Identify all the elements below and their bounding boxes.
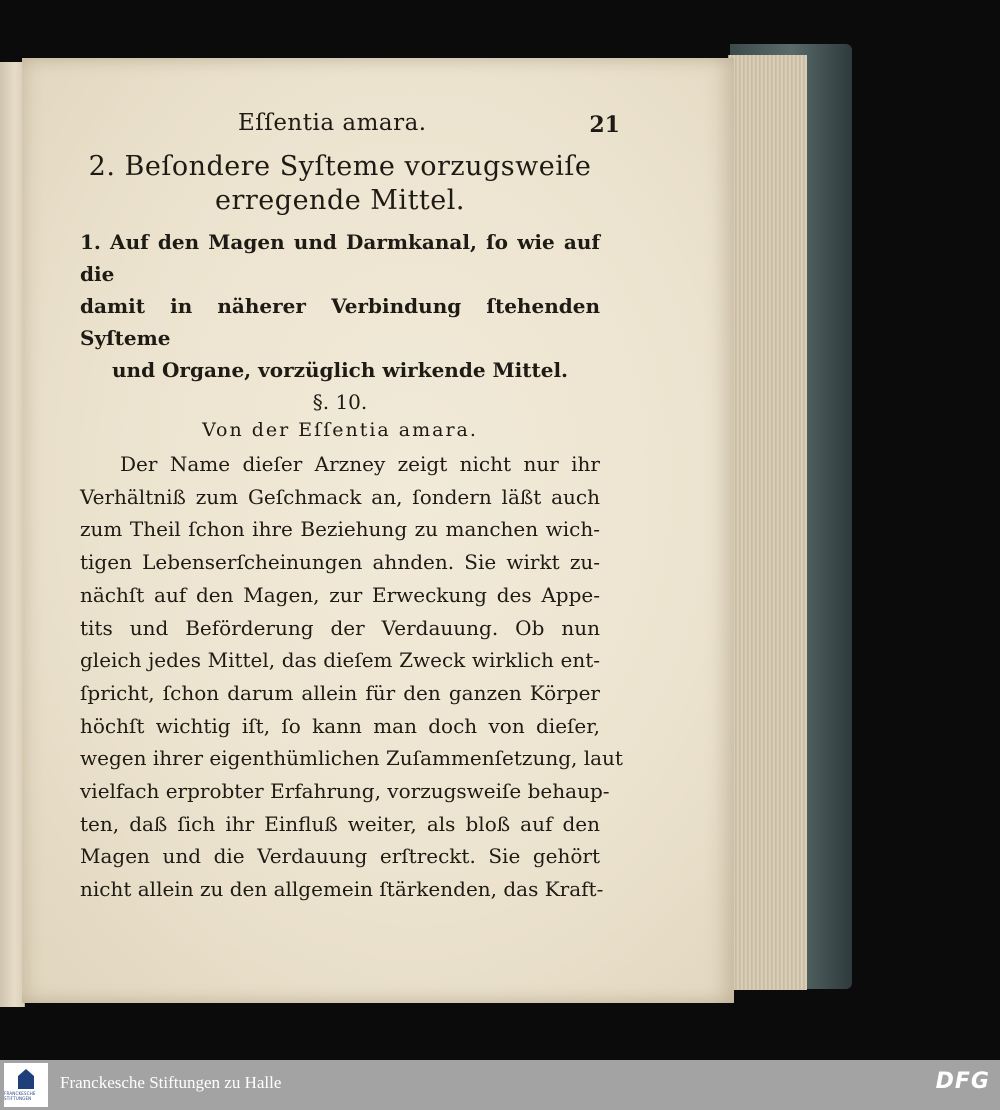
institution-name: Franckesche Stiftungen zu Halle	[60, 1073, 282, 1092]
viewer-footer	[0, 1060, 1000, 1110]
body-line: höchſt wichtig iſt, ſo kann man doch von dieſer,	[80, 713, 600, 738]
sub-heading-line: 1. Auf den Magen und Darmkanal, ſo wie auf die	[80, 230, 600, 286]
sub-heading-line: damit in näherer Verbindung ſtehenden Syſteme	[80, 294, 600, 350]
body-line: Verhältniß zum Geſchmack an, ſondern läßt auch	[80, 484, 600, 509]
page-text	[80, 106, 623, 906]
running-head	[80, 106, 620, 146]
body-text	[80, 448, 623, 906]
building-icon	[18, 1069, 34, 1089]
book-page	[22, 58, 734, 1003]
body-line: Magen und die Verdauung erſtreckt. Sie gehört	[80, 844, 600, 869]
running-title: Eſſentia amara.	[238, 110, 427, 136]
franckesche-logo[interactable]	[4, 1063, 48, 1107]
body-line: tits und Beförderung der Verdauung. Ob nun	[80, 615, 600, 640]
body-line: ten, daß ſich ihr Einfluß weiter, als bloß auf den	[80, 811, 600, 836]
paragraph-number: §. 10.	[312, 390, 368, 414]
body-line: nächſt auf den Magen, zur Erweckung des Appe-	[80, 582, 600, 607]
sub-heading-line: und Organe, vorzüglich wirkende Mittel.	[111, 358, 569, 382]
paragraph-title: Von der Eſſentia amara.	[202, 419, 478, 441]
sub-heading	[80, 226, 600, 386]
body-line: Der Name dieſer Arzney zeigt nicht nur ihr	[120, 452, 600, 476]
page-edges	[728, 55, 807, 990]
section-heading-line: 2. Beſondere Syſteme vorzugsweiſe	[88, 151, 592, 182]
page-number: 21	[589, 112, 620, 138]
body-line: tigen Lebenserſcheinungen ahnden. Sie wirkt zu-	[80, 550, 600, 575]
body-line: vielfach erprobter Erfahrung, vorzugsweiſe behaup-	[80, 779, 610, 804]
section-heading-line: erregende Mittel.	[215, 185, 465, 216]
body-line: nicht allein zu den allgemein ſtärkenden, das Kraft-	[80, 877, 604, 902]
body-line: ſpricht, ſchon darum allein für den ganzen Körper	[80, 680, 600, 705]
body-line: gleich jedes Mittel, das dieſem Zweck wirklich ent-	[80, 648, 600, 673]
section-heading	[80, 150, 600, 218]
logo-text: FRANCKESCHE STIFTUNGEN	[4, 1091, 36, 1101]
body-line: zum Theil ſchon ihre Beziehung zu manchen wich-	[80, 517, 600, 542]
dfg-logo[interactable]: DFG	[935, 1069, 990, 1094]
body-line: wegen ihrer eigenthümlichen Zuſammenſetzung, laut	[80, 746, 623, 771]
